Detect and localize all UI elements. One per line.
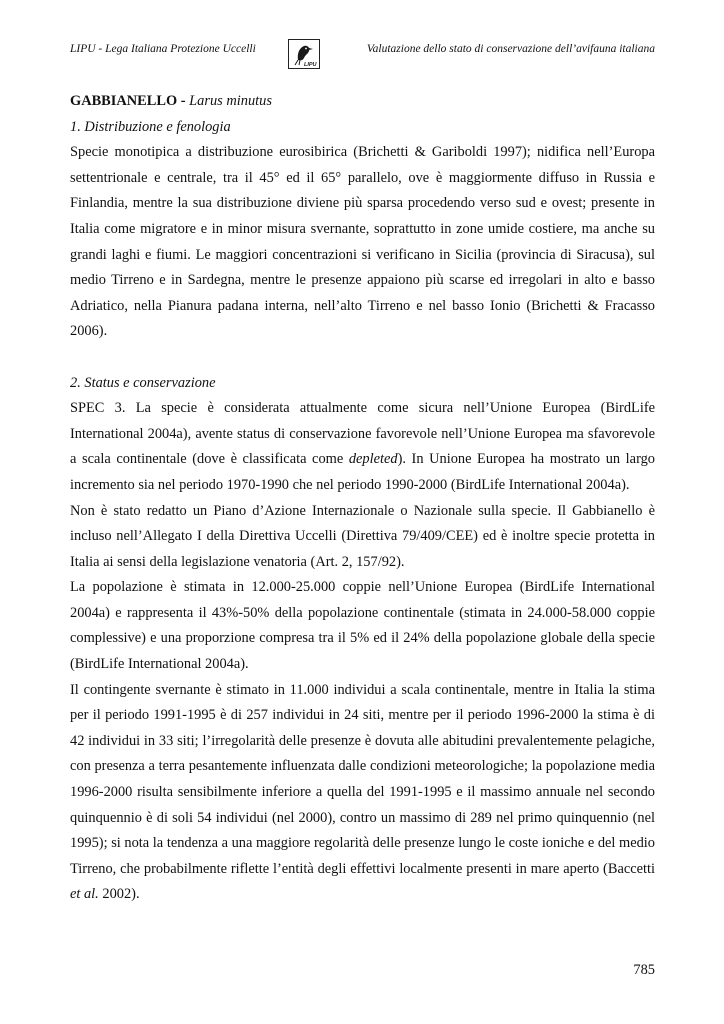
section-heading-status: 2. Status e conservazione <box>70 374 216 391</box>
status-paragraph-3: La popolazione è stimata in 12.000-25.000 coppie nell’Unione Europea (BirdLife International 2004a) e rappresenta il 43%-50% della popolazione continentale (stimata in 24.000-58.000 coppie complessive) e una proporzione compresa tra il 5% ed il 24% della popolazione globale della specie (BirdLife International 2004a). <box>70 579 655 673</box>
species-name: GABBIANELLO <box>70 93 178 109</box>
status-paragraph-1 <box>70 396 655 498</box>
lipu-logo <box>288 39 320 69</box>
status-p1-italic: depleted <box>348 451 398 468</box>
status-p1-text-b: ). In Unione Europea ha mostrato un largo incremento sia nel periodo 1970-1990 che nel periodo 1990-2000 (BirdLife International 2004a). <box>70 451 655 493</box>
header-left-text: LIPU - Lega Italiana Protezione Uccelli <box>70 43 256 55</box>
status-p4-text-b: 2002). <box>98 886 140 903</box>
status-p4-text-a: Il contingente svernante è stimato in 11.000 individui a scala continentale, mentre in Italia la stima per il periodo 1991-1995 è di 257 individui in 24 siti, mentre per il periodo 1996-2000 la stima è di 42 individui in 33 siti; l’irregolarità delle presenze è dovuta alle abitudini prevalentemente pelagiche, con presenza a terra pesantemente influenzata dalle condizioni meteorologiche; la popolazione media 1996-2000 risulta sensibilmente inferiore a quella del 1991-1995 e il massimo annuale nel secondo quinquennio è di soli 54 individui (nel 2000), contro un massimo di 289 nel primo quinquennio (nel 1995); si nota la tendenza a una maggiore regolarità delle presenze lungo le coste ioniche e del medio Tirreno, che probabilmente riflette l’entità degli effettivi localmente presenti in mare aperto (Baccetti <box>70 681 655 877</box>
species-latin-name: Larus minutus <box>189 93 272 109</box>
status-p1-text-a: SPEC 3. La specie è considerata attualmente come sicura nell’Unione Europea (BirdLife International 2004a), avente status di conservazione favorevole nell’Unione Europea ma sfavorevole a scala continentale (dove è classificata come <box>70 400 655 468</box>
logo-text: LIPU <box>304 62 317 68</box>
header-right-text: Valutazione dello stato di conservazione dell’avifauna italiana <box>366 43 655 55</box>
page-header <box>70 43 655 73</box>
bird-logo-icon <box>289 40 319 68</box>
section-heading-distribution: 1. Distribuzione e fenologia <box>70 118 231 135</box>
species-title <box>70 89 655 115</box>
status-paragraph-2: Non è stato redatto un Piano d’Azione Internazionale o Nazionale sulla specie. Il Gabbianello è incluso nell’Allegato I della Direttiva Uccelli (Direttiva 79/409/CEE) ed è inoltre specie protetta in Italia ai sensi della legislazione venatoria (Art. 2, 157/92). <box>70 502 655 570</box>
document-body <box>70 89 655 908</box>
spacer <box>70 345 655 371</box>
status-p4-italic: et al. <box>70 886 99 903</box>
status-paragraph-4 <box>70 678 655 908</box>
page-number: 785 <box>633 962 655 978</box>
distribution-paragraph: Specie monotipica a distribuzione eurosibirica (Brichetti & Gariboldi 1997); nidifica nell’Europa settentrionale e centrale, tra il 45° ed il 65° parallelo, ove è maggiormente diffuso in Russia e Finlandia, mentre la sua distribuzione diviene più sparsa procedendo verso sud e ovest; presente in Italia come migratore e in minor misura svernante, soprattutto in zone umide costiere, ma anche su grandi laghi e fiumi. Le maggiori concentrazioni si verificano in Sicilia (provincia di Siracusa), sul medio Tirreno e in Sardegna, mentre le presenze appaiono più scarse ed irregolari in alto e basso Adriatico, nella Pianura padana interna, nell’alto Tirreno e nel basso Ionio (Brichetti & Fracasso 2006). <box>70 144 655 340</box>
species-separator: - <box>177 93 190 109</box>
